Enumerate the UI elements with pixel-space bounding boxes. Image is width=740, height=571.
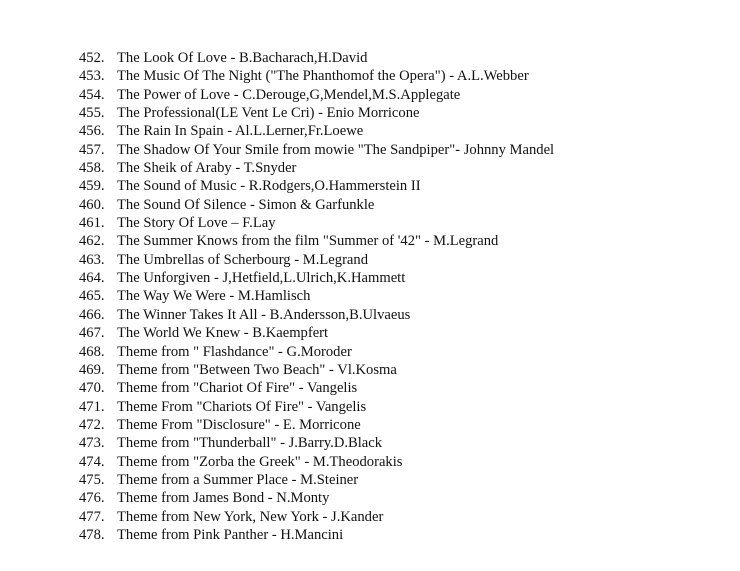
item-title: The Sound Of Silence - Simon & Garfunkle (117, 196, 375, 213)
item-title: Theme from a Summer Place - M.Steiner (117, 471, 359, 488)
item-title: The Look Of Love - B.Bacharach,H.David (117, 50, 368, 66)
list-item (79, 324, 554, 342)
list-item (79, 434, 554, 452)
item-title: Theme From "Chariots Of Fire" - Vangelis (117, 398, 367, 415)
item-number: 456. (79, 123, 105, 140)
item-title: The World We Knew - B.Kaempfert (117, 325, 329, 342)
list-item (79, 508, 554, 526)
item-title: The Professional(LE Vent Le Cri) - Enio Morricone (117, 105, 420, 122)
list-item (79, 251, 554, 269)
list-item (79, 416, 554, 434)
list-item (79, 86, 554, 104)
item-title: The Umbrellas of Scherbourg - M.Legrand (117, 251, 368, 268)
list-item (79, 159, 554, 177)
item-number: 478. (79, 526, 105, 543)
list-item (79, 287, 554, 305)
list-item (79, 471, 554, 489)
item-title: The Winner Takes It All - B.Andersson,B.Ulvaeus (117, 306, 411, 323)
item-title: The Rain In Spain - Al.L.Lerner,Fr.Loewe (117, 123, 364, 140)
item-title: The Summer Knows from the film "Summer of '42" - M.Legrand (117, 233, 499, 250)
item-number: 466. (79, 306, 105, 323)
item-number: 457. (79, 141, 105, 158)
list-item (79, 306, 554, 324)
list-item (79, 196, 554, 214)
list-item (79, 489, 554, 507)
item-number: 474. (79, 453, 105, 470)
item-number: 459. (79, 178, 105, 195)
item-title: Theme from " Flashdance" - G.Moroder (117, 343, 352, 360)
item-number: 453. (79, 68, 105, 85)
item-number: 460. (79, 196, 105, 213)
item-title: The Way We Were - M.Hamlisch (117, 288, 311, 305)
item-number: 462. (79, 233, 105, 250)
item-number: 475. (79, 471, 105, 488)
item-number: 471. (79, 398, 105, 415)
item-title: The Power of Love - C.Derouge,G,Mendel,M.S.Applegate (117, 86, 461, 103)
item-title: Theme from Pink Panther - H.Mancini (117, 526, 344, 543)
item-number: 464. (79, 270, 105, 287)
song-list (79, 49, 554, 544)
item-title: Theme from "Zorba the Greek" - M.Theodorakis (117, 453, 403, 470)
item-title: Theme from New York, New York - J.Kander (117, 508, 384, 525)
list-item (79, 104, 554, 122)
item-title: The Unforgiven - J,Hetfield,L.Ulrich,K.Hammett (117, 270, 406, 287)
list-item (79, 398, 554, 416)
item-title: Theme From "Disclosure" - E. Morricone (117, 416, 361, 433)
item-title: Theme from "Between Two Beach" - Vl.Kosma (117, 361, 397, 378)
item-title: The Sound of Music - R.Rodgers,O.Hammerstein II (117, 178, 421, 195)
item-number: 454. (79, 86, 105, 103)
item-number: 461. (79, 215, 105, 232)
item-number: 463. (79, 251, 105, 268)
list-item (79, 379, 554, 397)
item-number: 468. (79, 343, 105, 360)
item-number: 470. (79, 380, 105, 397)
list-item (79, 177, 554, 195)
list-item (79, 361, 554, 379)
item-number: 473. (79, 435, 105, 452)
list-item (79, 122, 554, 140)
item-title: The Shadow Of Your Smile from mowie "The Sandpiper"- Johnny Mandel (117, 141, 555, 158)
item-number: 455. (79, 105, 105, 122)
item-title: The Music Of The Night ("The Phanthomof the Opera") - A.L.Webber (117, 68, 529, 85)
item-number: 476. (79, 490, 105, 507)
item-title: The Sheik of Araby - T.Snyder (117, 160, 297, 177)
item-title: Theme from "Thunderball" - J.Barry.D.Black (117, 435, 383, 452)
list-item (79, 453, 554, 471)
list-item (79, 141, 554, 159)
item-title: Theme from James Bond - N.Monty (117, 490, 330, 507)
list-item (79, 269, 554, 287)
item-number: 469. (79, 361, 105, 378)
item-number: 477. (79, 508, 105, 525)
list-item (79, 214, 554, 232)
list-item (79, 526, 554, 544)
list-item (79, 232, 554, 250)
item-number: 465. (79, 288, 105, 305)
item-title: The Story Of Love – F.Lay (117, 215, 276, 232)
item-title: Theme from "Chariot Of Fire" - Vangelis (117, 380, 358, 397)
item-number: 452. (79, 50, 105, 66)
list-item (79, 67, 554, 85)
item-number: 458. (79, 160, 105, 177)
item-number: 472. (79, 416, 105, 433)
list-item (79, 49, 554, 67)
list-item (79, 343, 554, 361)
item-number: 467. (79, 325, 105, 342)
